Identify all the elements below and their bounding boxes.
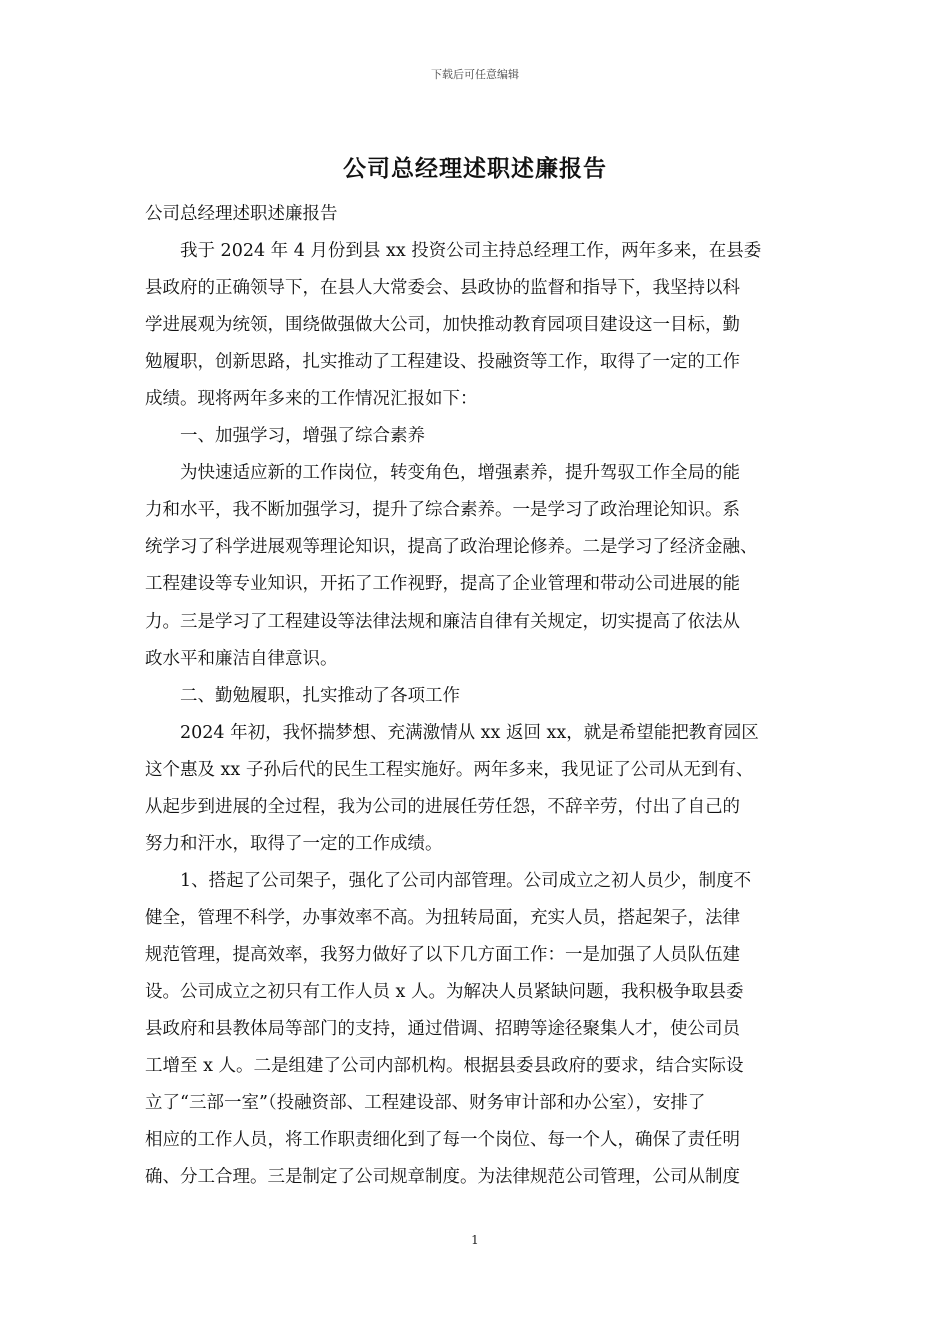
page-header-note: 下载后可任意编辑 [431,68,519,81]
text-line: 工程建设等专业知识，开拓了工作视野，提高了企业管理和带动公司进展的能 [145,574,740,595]
document-title: 公司总经理述职述廉报告 [343,155,607,182]
text-line: 力和水平，我不断加强学习，提升了综合素养。一是学习了政治理论知识。系 [145,500,740,521]
text-line: 健全，管理不科学，办事效率不高。为扭转局面，充实人员，搭起架子，法律 [145,907,740,928]
text-line: 县政府和县教体局等部门的支持，通过借调、招聘等途径聚集人才，使公司员 [145,1019,740,1040]
text-line: 为快速适应新的工作岗位，转变角色，增强素养，提升驾驭工作全局的能 [145,463,740,484]
text-line: 2024 年初，我怀揣梦想、充满激情从 xx 返回 xx，就是希望能把教育园区 [145,722,759,743]
text-line: 成绩。现将两年多来的工作情况汇报如下： [145,389,478,410]
text-line: 勉履职，创新思路，扎实推动了工程建设、投融资等工作，取得了一定的工作 [145,352,740,373]
text-line: 努力和汗水，取得了一定的工作成绩。 [145,833,443,854]
document-body [145,196,809,1196]
text-line: 工增至 x 人。二是组建了公司内部机构。根据县委县政府的要求，结合实际设 [145,1056,744,1077]
text-line: 从起步到进展的全过程，我为公司的进展任劳任怨，不辞辛劳，付出了自己的 [145,796,740,817]
text-line: 一、加强学习，增强了综合素养 [145,426,425,447]
text-line: 这个惠及 xx 子孙后代的民生工程实施好。两年多来，我见证了公司从无到有、 [145,759,754,780]
text-line: 我于 2024 年 4 月份到县 xx 投资公司主持总经理工作，两年多来，在县委 [145,241,762,262]
text-line: 力。三是学习了工程建设等法律法规和廉洁自律有关规定，切实提高了依法从 [145,611,740,632]
text-line: 政水平和廉洁自律意识。 [145,648,338,669]
text-line: 设。公司成立之初只有工作人员 x 人。为解决人员紧缺问题，我积极争取县委 [145,981,744,1002]
page-number: 1 [471,1233,479,1247]
text-line: 公司总经理述职述廉报告 [145,204,338,224]
text-line: 相应的工作人员，将工作职责细化到了每一个岗位、每一个人，确保了责任明 [145,1130,740,1151]
text-line: 规范管理，提高效率，我努力做好了以下几方面工作：一是加强了人员队伍建 [145,944,740,965]
text-line: 学进展观为统领，围绕做强做大公司，加快推动教育园项目建设这一目标，勤 [145,315,740,336]
text-line: 二、勤勉履职，扎实推动了各项工作 [145,685,460,706]
text-line: 县政府的正确领导下，在县人大常委会、县政协的监督和指导下，我坚持以科 [145,278,740,299]
text-line: 确、分工合理。三是制定了公司规章制度。为法律规范公司管理，公司从制度 [145,1167,740,1188]
text-line: 统学习了科学进展观等理论知识，提高了政治理论修养。二是学习了经济金融、 [145,537,758,558]
text-line: 立了“三部一室”（投融资部、工程建设部、财务审计部和办公室），安排了 [145,1093,706,1114]
text-line: 1、搭起了公司架子，强化了公司内部管理。公司成立之初人员少，制度不 [145,870,752,891]
